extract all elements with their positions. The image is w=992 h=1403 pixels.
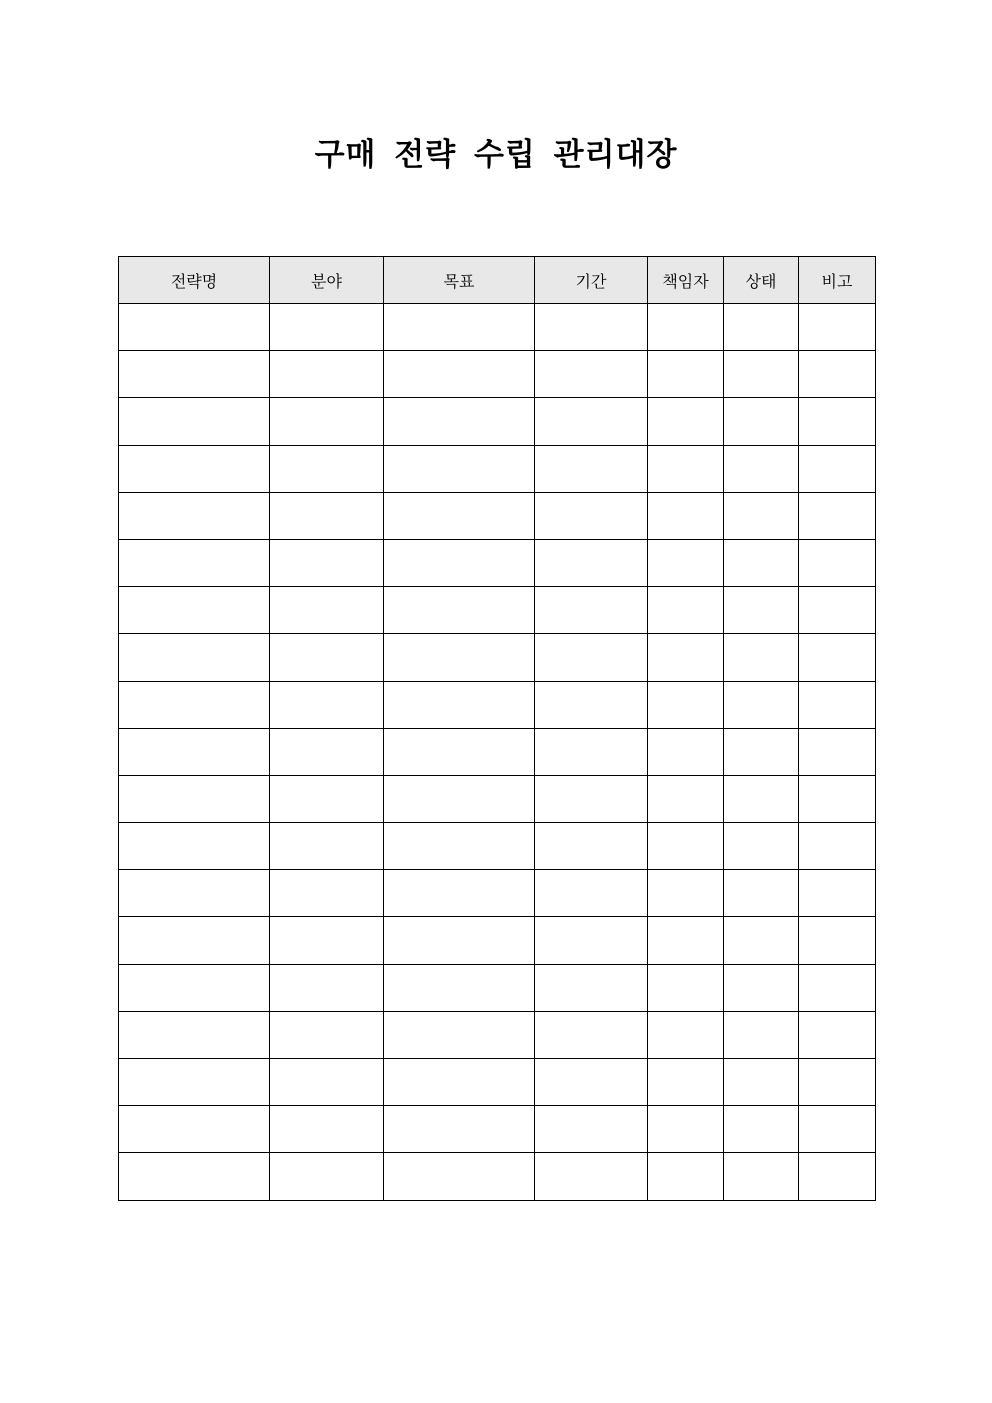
table-cell[interactable] <box>384 775 535 822</box>
table-cell[interactable] <box>535 1106 648 1153</box>
table-cell[interactable] <box>799 398 876 445</box>
table-row <box>119 351 876 398</box>
table-row <box>119 1011 876 1058</box>
table-cell[interactable] <box>119 728 270 775</box>
table-cell[interactable] <box>119 398 270 445</box>
table-cell[interactable] <box>724 398 799 445</box>
header-field: 분야 <box>270 257 384 304</box>
table-cell[interactable] <box>384 1106 535 1153</box>
table-cell[interactable] <box>270 823 384 870</box>
table-cell[interactable] <box>648 304 724 351</box>
header-period: 기간 <box>535 257 648 304</box>
table-cell[interactable] <box>119 823 270 870</box>
table-cell[interactable] <box>648 728 724 775</box>
table-cell[interactable] <box>270 1059 384 1106</box>
table-cell[interactable] <box>724 823 799 870</box>
table-row <box>119 398 876 445</box>
table-cell[interactable] <box>270 964 384 1011</box>
table-cell[interactable] <box>535 870 648 917</box>
table-cell[interactable] <box>799 1059 876 1106</box>
table-cell[interactable] <box>799 681 876 728</box>
header-owner: 책임자 <box>648 257 724 304</box>
table-cell[interactable] <box>270 398 384 445</box>
table-cell[interactable] <box>799 634 876 681</box>
table-cell[interactable] <box>648 870 724 917</box>
table-cell[interactable] <box>799 964 876 1011</box>
table-cell[interactable] <box>384 1059 535 1106</box>
table-cell[interactable] <box>384 634 535 681</box>
table-cell[interactable] <box>724 964 799 1011</box>
strategy-ledger-table <box>118 256 876 1201</box>
table-cell[interactable] <box>648 398 724 445</box>
table-cell[interactable] <box>270 681 384 728</box>
table-row <box>119 728 876 775</box>
table-row <box>119 917 876 964</box>
table-cell[interactable] <box>535 539 648 586</box>
table-cell[interactable] <box>535 398 648 445</box>
table-cell[interactable] <box>384 1011 535 1058</box>
table-row <box>119 587 876 634</box>
table-row <box>119 304 876 351</box>
table-cell[interactable] <box>384 304 535 351</box>
table-cell[interactable] <box>270 634 384 681</box>
table-cell[interactable] <box>384 351 535 398</box>
table-cell[interactable] <box>799 304 876 351</box>
table-cell[interactable] <box>384 870 535 917</box>
table-cell[interactable] <box>535 634 648 681</box>
table-cell[interactable] <box>724 445 799 492</box>
table-cell[interactable] <box>270 351 384 398</box>
table-cell[interactable] <box>270 492 384 539</box>
table-row <box>119 681 876 728</box>
table-cell[interactable] <box>648 351 724 398</box>
table-cell[interactable] <box>799 1153 876 1200</box>
table-row <box>119 1059 876 1106</box>
table-cell[interactable] <box>119 634 270 681</box>
table-cell[interactable] <box>384 917 535 964</box>
header-remarks: 비고 <box>799 257 876 304</box>
table-cell[interactable] <box>799 917 876 964</box>
table-cell[interactable] <box>270 775 384 822</box>
table-cell[interactable] <box>799 870 876 917</box>
table-cell[interactable] <box>384 398 535 445</box>
header-row <box>119 257 876 304</box>
table-cell[interactable] <box>270 1011 384 1058</box>
table-cell[interactable] <box>799 728 876 775</box>
table-cell[interactable] <box>724 351 799 398</box>
table-cell[interactable] <box>119 445 270 492</box>
table-cell[interactable] <box>724 1011 799 1058</box>
table-row <box>119 775 876 822</box>
table-cell[interactable] <box>648 1153 724 1200</box>
table-cell[interactable] <box>724 870 799 917</box>
table-cell[interactable] <box>270 1153 384 1200</box>
table-cell[interactable] <box>724 634 799 681</box>
table-cell[interactable] <box>724 1153 799 1200</box>
table-cell[interactable] <box>384 492 535 539</box>
table-row <box>119 870 876 917</box>
table-cell[interactable] <box>119 964 270 1011</box>
table-cell[interactable] <box>648 539 724 586</box>
table-cell[interactable] <box>724 492 799 539</box>
table-cell[interactable] <box>270 445 384 492</box>
header-goal: 목표 <box>384 257 535 304</box>
table-cell[interactable] <box>384 1153 535 1200</box>
table-cell[interactable] <box>270 539 384 586</box>
table-cell[interactable] <box>535 351 648 398</box>
table-cell[interactable] <box>270 917 384 964</box>
table-cell[interactable] <box>648 681 724 728</box>
table-cell[interactable] <box>724 304 799 351</box>
table-row <box>119 634 876 681</box>
page-title: 구매 전략 수립 관리대장 <box>314 137 678 173</box>
table-cell[interactable] <box>799 445 876 492</box>
table-cell[interactable] <box>270 870 384 917</box>
table-cell[interactable] <box>119 304 270 351</box>
table-cell[interactable] <box>119 870 270 917</box>
table-cell[interactable] <box>535 823 648 870</box>
table-row <box>119 492 876 539</box>
header-strategy-name: 전략명 <box>119 257 270 304</box>
table-cell[interactable] <box>119 1106 270 1153</box>
table-cell[interactable] <box>799 1011 876 1058</box>
table-cell[interactable] <box>799 492 876 539</box>
table-row <box>119 1153 876 1200</box>
table-cell[interactable] <box>535 728 648 775</box>
table-cell[interactable] <box>724 1059 799 1106</box>
table-cell[interactable] <box>648 587 724 634</box>
table-row <box>119 445 876 492</box>
table-cell[interactable] <box>535 964 648 1011</box>
table-cell[interactable] <box>119 492 270 539</box>
table-cell[interactable] <box>535 492 648 539</box>
table-cell[interactable] <box>119 681 270 728</box>
table-cell[interactable] <box>384 964 535 1011</box>
table-cell[interactable] <box>724 917 799 964</box>
table-cell[interactable] <box>535 304 648 351</box>
table-cell[interactable] <box>384 823 535 870</box>
table-cell[interactable] <box>119 917 270 964</box>
table-cell[interactable] <box>648 823 724 870</box>
table-cell[interactable] <box>799 823 876 870</box>
table-cell[interactable] <box>535 445 648 492</box>
table-cell[interactable] <box>535 917 648 964</box>
table-cell[interactable] <box>535 681 648 728</box>
header-status: 상태 <box>724 257 799 304</box>
table-cell[interactable] <box>384 728 535 775</box>
table-cell[interactable] <box>119 539 270 586</box>
table-cell[interactable] <box>648 492 724 539</box>
table-cell[interactable] <box>270 587 384 634</box>
table-cell[interactable] <box>648 634 724 681</box>
table-cell[interactable] <box>648 1011 724 1058</box>
table-cell[interactable] <box>119 351 270 398</box>
table-cell[interactable] <box>799 539 876 586</box>
table-cell[interactable] <box>799 775 876 822</box>
table-cell[interactable] <box>384 445 535 492</box>
table-cell[interactable] <box>535 1059 648 1106</box>
table-cell[interactable] <box>648 445 724 492</box>
table-cell[interactable] <box>119 1153 270 1200</box>
table-cell[interactable] <box>799 1106 876 1153</box>
table-cell[interactable] <box>535 1011 648 1058</box>
table-row <box>119 964 876 1011</box>
table-cell[interactable] <box>724 728 799 775</box>
table-cell[interactable] <box>384 587 535 634</box>
table-cell[interactable] <box>648 1106 724 1153</box>
table-cell[interactable] <box>724 1106 799 1153</box>
table-row <box>119 539 876 586</box>
table-cell[interactable] <box>648 1059 724 1106</box>
table-row <box>119 823 876 870</box>
table-cell[interactable] <box>799 351 876 398</box>
table-cell[interactable] <box>724 681 799 728</box>
table-cell[interactable] <box>648 917 724 964</box>
table-cell[interactable] <box>384 681 535 728</box>
table-cell[interactable] <box>119 1011 270 1058</box>
table-cell[interactable] <box>799 587 876 634</box>
ledger-body <box>119 304 876 1201</box>
table-cell[interactable] <box>535 1153 648 1200</box>
table-cell[interactable] <box>270 1106 384 1153</box>
table-cell[interactable] <box>119 587 270 634</box>
table-cell[interactable] <box>724 539 799 586</box>
table-cell[interactable] <box>535 775 648 822</box>
table-cell[interactable] <box>270 304 384 351</box>
table-cell[interactable] <box>119 775 270 822</box>
table-cell[interactable] <box>724 775 799 822</box>
table-cell[interactable] <box>535 587 648 634</box>
table-cell[interactable] <box>724 587 799 634</box>
table-cell[interactable] <box>270 728 384 775</box>
table-row <box>119 1106 876 1153</box>
table-cell[interactable] <box>384 539 535 586</box>
table-cell[interactable] <box>648 775 724 822</box>
table-cell[interactable] <box>119 1059 270 1106</box>
table-cell[interactable] <box>648 964 724 1011</box>
